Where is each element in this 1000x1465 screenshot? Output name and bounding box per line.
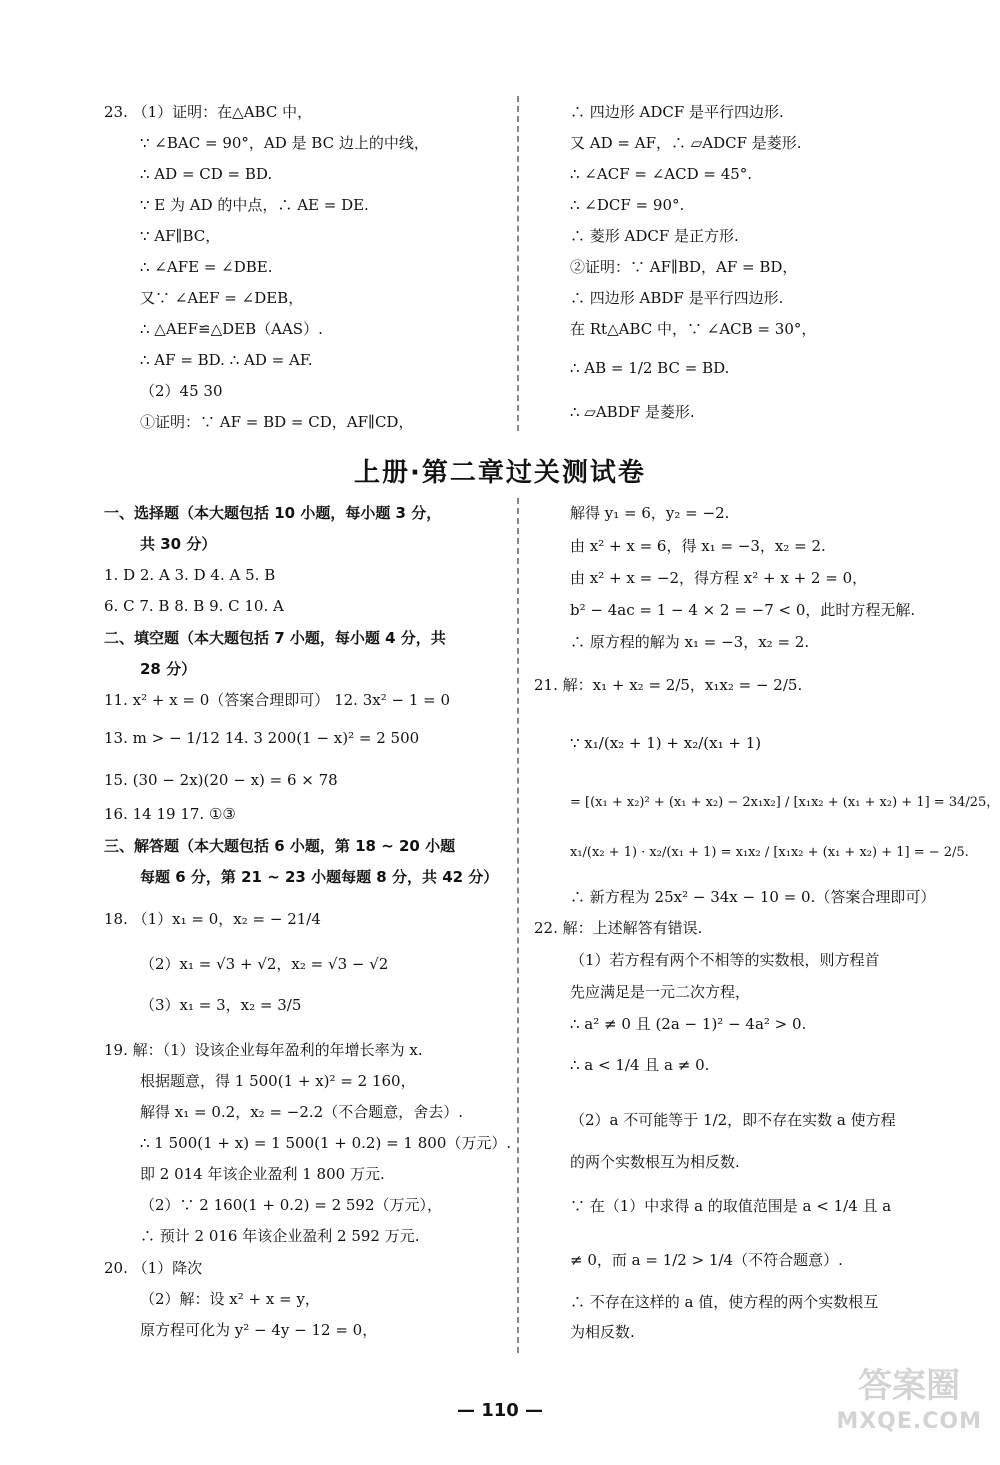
text-line: ∴ △AEF≌△DEB（AAS）. bbox=[140, 320, 323, 338]
answer-line: （2）x₁ = √3 + √2，x₂ = √3 − √2 bbox=[140, 955, 389, 973]
answer-line: 16. 14 19 17. ①③ bbox=[104, 805, 236, 823]
text-line: ①证明：∵ AF = BD = CD，AF∥CD， bbox=[140, 413, 414, 431]
answer-line: （1）若方程有两个不相等的实数根，则方程首 bbox=[570, 951, 880, 969]
text-line: ∴ 四边形 ADCF 是平行四边形. bbox=[570, 103, 784, 121]
text-line: ∴ ∠DCF = 90°. bbox=[570, 196, 685, 214]
answer-line: x₁/(x₂ + 1) · x₂/(x₁ + 1) = x₁x₂ / [x₁x₂ + (x₁ + x₂) + 1] = − 2/5. bbox=[570, 845, 969, 860]
answer-line: 13. m > − 1/12 14. 3 200(1 − x)² = 2 500 bbox=[104, 729, 420, 747]
answer-line: = [(x₁ + x₂)² + (x₁ + x₂) − 2x₁x₂] / [x₁x₂ + (x₁ + x₂) + 1] = 34/25， bbox=[570, 795, 1000, 810]
answer-line: ∴ 原方程的解为 x₁ = −3，x₂ = 2. bbox=[570, 633, 810, 651]
text-line: ∵ ∠BAC = 90°，AD 是 BC 边上的中线， bbox=[140, 134, 429, 152]
text-line: 23. （1）证明：在△ABC 中， bbox=[104, 103, 313, 121]
answer-line: 6. C 7. B 8. B 9. C 10. A bbox=[104, 597, 284, 615]
section-heading: 每题 6 分，第 21 ~ 23 小题每题 8 分，共 42 分） bbox=[140, 868, 499, 886]
top-column-divider bbox=[517, 96, 519, 431]
answer-line: ∴ a < 1/4 且 a ≠ 0. bbox=[570, 1056, 710, 1074]
answer-line: 19. 解：（1）设该企业每年盈利的年增长率为 x. bbox=[104, 1041, 423, 1059]
text-line: ②证明：∵ AF∥BD，AF = BD， bbox=[570, 258, 798, 276]
answer-line: ∴ 不存在这样的 a 值，使方程的两个实数根互 bbox=[570, 1293, 879, 1311]
answer-line: （3）x₁ = 3，x₂ = 3/5 bbox=[140, 996, 302, 1014]
answer-line: 原方程可化为 y² − 4y − 12 = 0， bbox=[140, 1321, 378, 1339]
answer-line: （2）解：设 x² + x = y， bbox=[140, 1290, 320, 1308]
answer-line: ≠ 0，而 a = 1/2 > 1/4（不符合题意）. bbox=[570, 1251, 843, 1269]
section-heading: 共 30 分） bbox=[140, 535, 217, 553]
answer-line: 先应满足是一元二次方程， bbox=[570, 983, 751, 1001]
text-line: ∴ ∠AFE = ∠DBE. bbox=[140, 258, 273, 276]
text-line: 在 Rt△ABC 中，∵ ∠ACB = 30°， bbox=[570, 320, 817, 338]
answer-line: 21. 解：x₁ + x₂ = 2/5，x₁x₂ = − 2/5. bbox=[534, 676, 803, 694]
watermark-logo bbox=[836, 1368, 982, 1440]
watermark-sub: MXQE.COM bbox=[836, 1409, 982, 1434]
answer-line: 为相反数. bbox=[570, 1323, 635, 1341]
watermark-main: 答案圈 bbox=[858, 1366, 961, 1406]
text-line: ∵ E 为 AD 的中点，∴ AE = DE. bbox=[140, 196, 369, 214]
text-line: ∴ ∠ACF = ∠ACD = 45°. bbox=[570, 165, 753, 183]
answer-line: 15. (30 − 2x)(20 − x) = 6 × 78 bbox=[104, 771, 338, 789]
answer-line: b² − 4ac = 1 − 4 × 2 = −7 < 0，此时方程无解. bbox=[570, 601, 916, 619]
section-heading: 二、填空题（本大题包括 7 小题，每小题 4 分，共 bbox=[104, 629, 446, 647]
answer-line: 根据题意，得 1 500(1 + x)² = 2 160， bbox=[140, 1072, 416, 1090]
answer-line: （2）a 不可能等于 1/2，即不存在实数 a 使方程 bbox=[570, 1111, 896, 1129]
text-line: ∵ AF∥BC， bbox=[140, 227, 221, 245]
answer-line: （2）∵ 2 160(1 + 0.2) = 2 592（万元）， bbox=[140, 1196, 443, 1214]
text-line: 又∵ ∠AEF = ∠DEB， bbox=[140, 289, 304, 307]
answer-line: ∴ 1 500(1 + x) = 1 500(1 + 0.2) = 1 800（万元）. bbox=[140, 1134, 512, 1152]
section-title: 上册·第二章过关测试卷 bbox=[354, 458, 646, 488]
answer-line: ∵ 在（1）中求得 a 的取值范围是 a < 1/4 且 a bbox=[570, 1197, 892, 1215]
answer-line: 解得 y₁ = 6，y₂ = −2. bbox=[570, 504, 730, 522]
answer-line: 解得 x₁ = 0.2，x₂ = −2.2（不合题意，舍去）. bbox=[140, 1103, 463, 1121]
answer-line: 1. D 2. A 3. D 4. A 5. B bbox=[104, 566, 276, 584]
answer-line: 由 x² + x = −2，得方程 x² + x + 2 = 0， bbox=[570, 569, 868, 587]
section-heading: 28 分） bbox=[140, 660, 197, 678]
text-line: ∴ AB = 1/2 BC = BD. bbox=[570, 359, 730, 377]
text-line: ∴ 四边形 ABDF 是平行四边形. bbox=[570, 289, 784, 307]
answer-line: ∵ x₁/(x₂ + 1) + x₂/(x₁ + 1) bbox=[570, 734, 762, 752]
answer-line: ∴ a² ≠ 0 且 (2a − 1)² − 4a² > 0. bbox=[570, 1015, 807, 1033]
bottom-column-divider bbox=[517, 498, 519, 1353]
section-heading: 一、选择题（本大题包括 10 小题，每小题 3 分， bbox=[104, 504, 442, 522]
text-line: ∴ 菱形 ADCF 是正方形. bbox=[570, 227, 739, 245]
answer-line: 由 x² + x = 6，得 x₁ = −3，x₂ = 2. bbox=[570, 537, 826, 555]
answer-line: 即 2 014 年该企业盈利 1 800 万元. bbox=[140, 1165, 385, 1183]
text-line: ∴ AD = CD = BD. bbox=[140, 165, 273, 183]
answer-line: ∴ 预计 2 016 年该企业盈利 2 592 万元. bbox=[140, 1227, 420, 1245]
text-line: ∴ ▱ABDF 是菱形. bbox=[570, 403, 695, 421]
answer-line: 的两个实数根互为相反数. bbox=[570, 1153, 740, 1171]
section-heading: 三、解答题（本大题包括 6 小题，第 18 ~ 20 小题 bbox=[104, 837, 456, 855]
answer-line: 20. （1）降次 bbox=[104, 1259, 203, 1277]
answer-line: 18. （1）x₁ = 0，x₂ = − 21/4 bbox=[104, 910, 321, 928]
text-line: 又 AD = AF，∴ ▱ADCF 是菱形. bbox=[570, 134, 802, 152]
text-line: （2）45 30 bbox=[140, 382, 223, 400]
answer-line: 22. 解：上述解答有错误. bbox=[534, 919, 703, 937]
answer-line: ∴ 新方程为 25x² − 34x − 10 = 0.（答案合理即可） bbox=[570, 888, 936, 906]
text-line: ∴ AF = BD. ∴ AD = AF. bbox=[140, 351, 313, 369]
answer-line: 11. x² + x = 0（答案合理即可） 12. 3x² − 1 = 0 bbox=[104, 691, 451, 709]
page-number: — 110 — bbox=[456, 1400, 544, 1421]
